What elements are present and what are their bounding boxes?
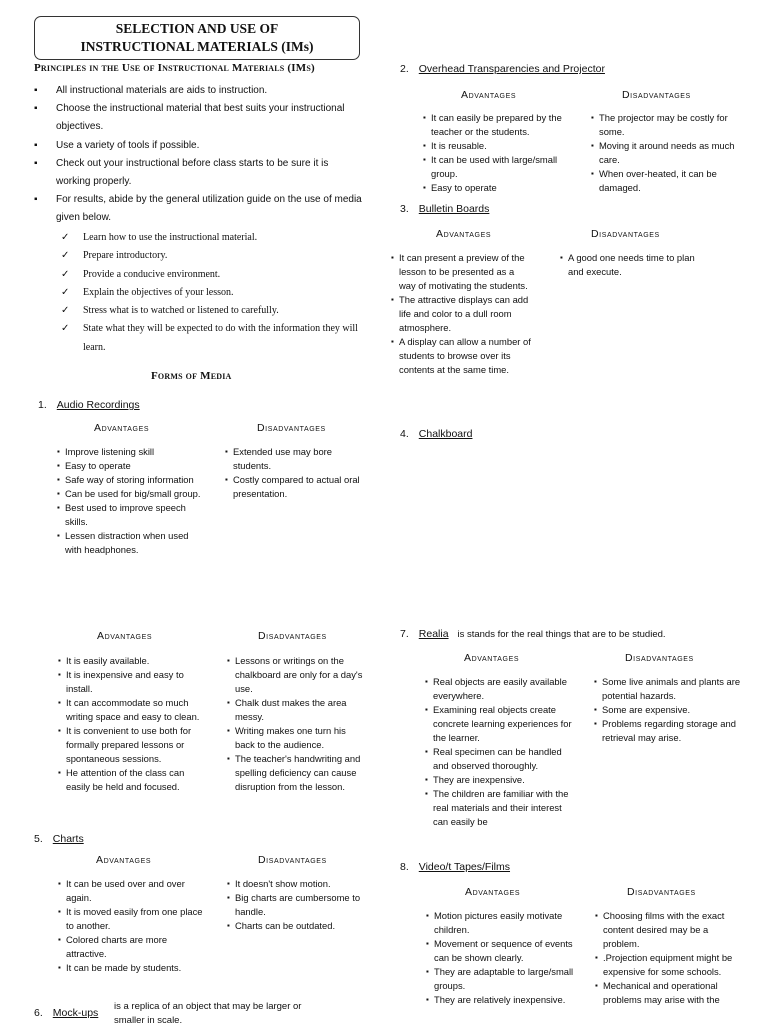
media-title-bulletin: [400, 203, 489, 215]
disadvantages-header: Disadvantages: [622, 89, 691, 101]
disadvantages-header: Disadvantages: [625, 652, 694, 664]
list-item: ▪ Choosing films with the exact content desired may be a problem.: [595, 909, 745, 951]
list-item: ▪ Writing makes one turn his back to the audience.: [227, 724, 367, 752]
guide-item: ✓ State what they will be expected to do with the information they will learn.: [59, 320, 364, 357]
principles-list: [34, 82, 364, 228]
media-name: Overhead Transparencies and Projector: [418, 63, 605, 75]
list-item: ▪ Big charts are cumbersome to handle.: [227, 891, 367, 919]
advantages-header: Advantages: [94, 422, 150, 434]
list-item: ▪ It doesn't show motion.: [227, 877, 367, 891]
principle-item: ▪ Use a variety of tools if possible.: [34, 137, 364, 155]
list-item: ▪ It can present a preview of the lesson to be presented as a way of motivating the students.: [391, 251, 531, 293]
media-name: Chalkboard: [418, 428, 473, 440]
media-title-audio: [38, 399, 140, 411]
list-item: ▪ Easy to operate: [423, 181, 573, 195]
forms-heading: Forms of Media: [151, 370, 232, 382]
advantages-header: Advantages: [461, 89, 517, 101]
media-number: 4.: [400, 428, 409, 440]
media-title-charts: [34, 833, 84, 845]
list-item: ▪ Chalk dust makes the area messy.: [227, 696, 367, 724]
title-line-1: SELECTION AND USE OF: [115, 21, 279, 36]
principles-heading: Principles in the Use of Instructional Materials (IMs): [34, 62, 315, 74]
bulletin-disadvantages: [560, 251, 705, 279]
overhead-disadvantages: [591, 111, 741, 195]
list-item: ▪ The children are familiar with the real materials and their interest can easily be: [425, 787, 575, 829]
list-item: ▪ They are inexpensive.: [425, 773, 575, 787]
media-title-mockups: [34, 1007, 98, 1019]
principle-item: ▪ Choose the instructional material that best suits your instructional objectives.: [34, 100, 364, 136]
advantages-header: Advantages: [97, 630, 153, 642]
list-item: ▪ The teacher's handwriting and spelling deficiency can cause disruption from the lesson.: [227, 752, 367, 794]
guide-item: ✓ Explain the objectives of your lesson.: [59, 284, 364, 302]
mockups-description: is a replica of an object that may be larger or: [114, 1001, 302, 1012]
list-item: ▪ The projector may be costly for some.: [591, 111, 741, 139]
advantages-header: Advantages: [436, 228, 492, 240]
list-item: ▪ A display can allow a number of students to browse over its contents at the same time.: [391, 335, 531, 377]
media-name: Mock-ups: [52, 1007, 99, 1019]
list-item: ▪ Movement or sequence of events can be shown clearly.: [426, 937, 576, 965]
realia-advantages: [425, 675, 575, 829]
list-item: ▪ Moving it around needs as much care.: [591, 139, 741, 167]
list-item: ▪ Mechanical and operational problems may arise with the: [595, 979, 745, 1007]
advantages-header: Advantages: [96, 854, 152, 866]
media-title-video: [400, 861, 510, 873]
list-item: ▪ Costly compared to actual oral presentation.: [225, 473, 365, 501]
disadvantages-header: Disadvantages: [258, 854, 327, 866]
title-line-2: INSTRUCTIONAL MATERIALS (IMs): [80, 39, 314, 54]
list-item: ▪ It is easily available.: [58, 654, 208, 668]
list-item: ▪ Some are expensive.: [594, 703, 744, 717]
list-item: ▪ It can accommodate so much writing space and easy to clean.: [58, 696, 208, 724]
list-item: ▪ A good one needs time to plan and execute.: [560, 251, 705, 279]
disadvantages-header: Disadvantages: [258, 630, 327, 642]
guide-item: ✓ Stress what is to watched or listened to carefully.: [59, 302, 364, 320]
advantages-header: Advantages: [464, 652, 520, 664]
list-item: ▪ Extended use may bore students.: [225, 445, 365, 473]
media-number: 7.: [400, 628, 409, 640]
list-item: ▪ .Projection equipment might be expensive for some schools.: [595, 951, 745, 979]
guide-list: [59, 229, 364, 357]
list-item: ▪ When over-heated, it can be damaged.: [591, 167, 741, 195]
charts-advantages: [58, 877, 208, 975]
media-title-overhead: [400, 63, 605, 75]
media-number: 1.: [38, 399, 47, 411]
list-item: ▪ Easy to operate: [57, 459, 207, 473]
disadvantages-header: Disadvantages: [591, 228, 660, 240]
list-item: ▪ It is reusable.: [423, 139, 573, 153]
list-item: ▪ Some live animals and plants are potential hazards.: [594, 675, 744, 703]
bulletin-advantages: [391, 251, 531, 377]
realia-description: is stands for the real things that are to be studied.: [457, 629, 666, 640]
media-number: 3.: [400, 203, 409, 215]
guide-item: ✓ Provide a conducive environment.: [59, 266, 364, 284]
media-title-realia: [400, 628, 666, 640]
media-name: Bulletin Boards: [418, 203, 490, 215]
media-number: 8.: [400, 861, 409, 873]
list-item: ▪ It is convenient to use both for formally prepared lessons or spontaneous sessions.: [58, 724, 208, 766]
realia-disadvantages: [594, 675, 744, 745]
list-item: ▪ It can easily be prepared by the teacher or the students.: [423, 111, 573, 139]
guide-item: ✓ Prepare introductory.: [59, 247, 364, 265]
media-name: Realia: [418, 628, 449, 640]
media-name: Video/t Tapes/Films: [418, 861, 511, 873]
overhead-advantages: [423, 111, 573, 195]
list-item: ▪ Colored charts are more attractive.: [58, 933, 208, 961]
list-item: ▪ He attention of the class can easily be held and focused.: [58, 766, 208, 794]
list-item: ▪ Motion pictures easily motivate children.: [426, 909, 576, 937]
list-item: ▪ Best used to improve speech skills.: [57, 501, 207, 529]
disadvantages-header: Disadvantages: [257, 422, 326, 434]
list-item: ▪ Can be used for big/small group.: [57, 487, 207, 501]
list-item: ▪ Problems regarding storage and retrieval may arise.: [594, 717, 744, 745]
list-item: ▪ Real specimen can be handled and observed thoroughly.: [425, 745, 575, 773]
audio-disadvantages: [225, 445, 365, 501]
list-item: ▪ It is moved easily from one place to another.: [58, 905, 208, 933]
media-number: 5.: [34, 833, 43, 845]
disadvantages-header: Disadvantages: [627, 886, 696, 898]
list-item: ▪ Lessons or writings on the chalkboard are only for a day's use.: [227, 654, 367, 696]
list-item: ▪ It can be made by students.: [58, 961, 208, 975]
video-advantages: [426, 909, 576, 1007]
title-box: [34, 16, 360, 60]
list-item: ▪ They are adaptable to large/small groups.: [426, 965, 576, 993]
list-item: ▪ Safe way of storing information: [57, 473, 207, 487]
media-name: Audio Recordings: [56, 399, 140, 411]
video-disadvantages: [595, 909, 745, 1007]
principle-item: ▪ All instructional materials are aids to instruction.: [34, 82, 364, 100]
list-item: ▪ Charts can be outdated.: [227, 919, 367, 933]
list-item: ▪ It is inexpensive and easy to install.: [58, 668, 208, 696]
media-title-chalkboard: [400, 428, 472, 440]
list-item: ▪ The attractive displays can add life and color to a dull room atmosphere.: [391, 293, 531, 335]
list-item: ▪ Improve listening skill: [57, 445, 207, 459]
audio-advantages: [57, 445, 207, 557]
list-item: ▪ They are relatively inexpensive.: [426, 993, 576, 1007]
media-number: 6.: [34, 1007, 43, 1019]
mockups-description-cont: smaller in scale.: [114, 1015, 183, 1026]
principle-item: ▪ Check out your instructional before class starts to be sure it is working properly.: [34, 155, 364, 191]
list-item: ▪ Examining real objects create concrete learning experiences for the learner.: [425, 703, 575, 745]
principle-item: ▪ For results, abide by the general utilization guide on the use of media given below.: [34, 191, 364, 227]
chalkboard-advantages: [58, 654, 208, 794]
media-name: Charts: [52, 833, 84, 845]
guide-item: ✓ Learn how to use the instructional material.: [59, 229, 364, 247]
chalkboard-disadvantages: [227, 654, 367, 794]
media-number: 2.: [400, 63, 409, 75]
list-item: ▪ It can be used over and over again.: [58, 877, 208, 905]
advantages-header: Advantages: [465, 886, 521, 898]
list-item: ▪ It can be used with large/small group.: [423, 153, 573, 181]
list-item: ▪ Real objects are easily available everywhere.: [425, 675, 575, 703]
charts-disadvantages: [227, 877, 367, 933]
list-item: ▪ Lessen distraction when used with headphones.: [57, 529, 207, 557]
